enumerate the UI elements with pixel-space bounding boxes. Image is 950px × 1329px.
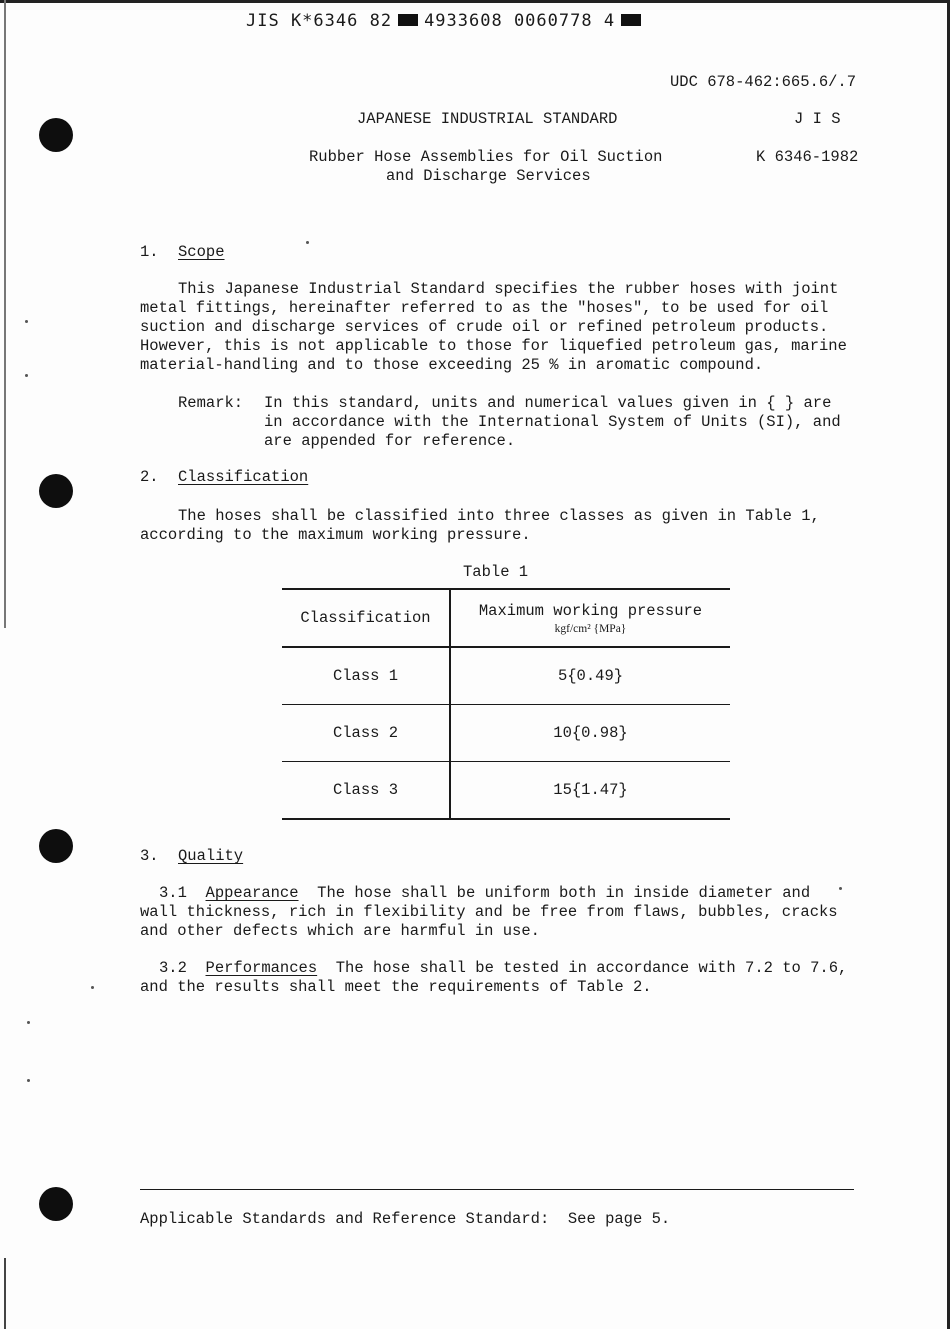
section-2-number: 2. <box>140 468 159 486</box>
remark-label: Remark: <box>178 394 244 412</box>
remark-line: In this standard, units and numerical values given in { } are <box>264 394 832 412</box>
black-block-mark <box>621 14 641 26</box>
pressure-cell: 15{1.47} <box>450 762 730 820</box>
header-pressure-unit: kgf/cm² {MPa} <box>554 622 627 635</box>
table-row <box>282 647 730 705</box>
table-1 <box>282 588 730 820</box>
footer-note: Applicable Standards and Reference Standard: See page 5. <box>140 1210 671 1228</box>
header-classification: Classification <box>282 589 450 647</box>
subsection-3-1-title: Appearance <box>205 884 299 902</box>
jis-mark: J I S <box>794 110 841 128</box>
black-block-mark <box>398 14 418 26</box>
table-header-row <box>282 589 730 647</box>
scan-speck <box>25 374 28 377</box>
scan-speck <box>839 887 842 890</box>
subsection-3-2-title: Performances <box>205 959 318 977</box>
classification-line: according to the maximum working pressure. <box>140 526 531 544</box>
standard-number: K 6346-1982 <box>756 148 859 166</box>
udc-code: UDC 678-462:665.6/.7 <box>670 73 857 91</box>
scope-line: suction and discharge services of crude oil or refined petroleum products. <box>140 318 829 336</box>
section-1-number: 1. <box>140 243 159 261</box>
subsection-3-2 <box>159 959 847 978</box>
remark-line: in accordance with the International System of Units (SI), and <box>264 413 841 431</box>
subsection-3-1 <box>159 884 810 903</box>
header-pressure-label: Maximum working pressure <box>478 601 703 620</box>
scope-line: However, this is not applicable to those for liquefied petroleum gas, marine <box>140 337 847 355</box>
subsection-3-2-number: 3.2 <box>159 959 187 977</box>
catalog-code-b: 4933608 0060778 4 <box>424 11 616 31</box>
scan-speck <box>25 320 28 323</box>
subsection-3-1-text: The hose shall be uniform both in inside diameter and <box>317 884 811 902</box>
pressure-cell: 10{0.98} <box>450 705 730 762</box>
appearance-line: wall thickness, rich in flexibility and be free from flaws, bubbles, cracks <box>140 903 838 921</box>
appearance-line: and other defects which are harmful in use. <box>140 922 540 940</box>
header-pressure <box>450 589 730 647</box>
section-1-heading: Scope <box>178 243 225 261</box>
class-cell: Class 1 <box>282 647 450 705</box>
scan-speck <box>27 1021 30 1024</box>
scan-speck <box>27 1079 30 1082</box>
section-3-number: 3. <box>140 847 159 865</box>
punch-hole <box>39 118 73 152</box>
scan-speck <box>306 241 309 244</box>
scope-line: This Japanese Industrial Standard specifies the rubber hoses with joint <box>178 280 839 298</box>
section-3-heading: Quality <box>178 847 244 865</box>
class-cell: Class 3 <box>282 762 450 820</box>
class-cell: Class 2 <box>282 705 450 762</box>
performances-line: and the results shall meet the requirements of Table 2. <box>140 978 652 996</box>
catalog-code <box>246 11 647 31</box>
organization-title: JAPANESE INDUSTRIAL STANDARD <box>357 110 618 128</box>
scope-line: metal fittings, hereinafter referred to as the "hoses", to be used for oil <box>140 299 829 317</box>
document-title-line2: and Discharge Services <box>386 167 591 185</box>
pressure-cell: 5{0.49} <box>450 647 730 705</box>
footer-rule <box>140 1189 854 1190</box>
punch-hole <box>39 829 73 863</box>
scope-line: material-handling and to those exceeding 25 % in aromatic compound. <box>140 356 764 374</box>
scan-edge-left-bottom <box>4 1258 6 1329</box>
subsection-3-2-text: The hose shall be tested in accordance with 7.2 to 7.6, <box>335 959 848 977</box>
scan-speck <box>91 986 94 989</box>
table-1-title: Table 1 <box>463 563 529 581</box>
catalog-code-a: JIS K*6346 82 <box>246 11 393 31</box>
scan-edge-left <box>4 0 6 628</box>
scan-edge-top <box>0 0 950 3</box>
table-row <box>282 762 730 820</box>
section-2-heading: Classification <box>178 468 309 486</box>
punch-hole <box>39 474 73 508</box>
table-row <box>282 705 730 762</box>
subsection-3-1-number: 3.1 <box>159 884 187 902</box>
remark-line: are appended for reference. <box>264 432 516 450</box>
classification-line: The hoses shall be classified into three classes as given in Table 1, <box>178 507 820 525</box>
document-title-line1: Rubber Hose Assemblies for Oil Suction <box>309 148 663 166</box>
punch-hole <box>39 1187 73 1221</box>
